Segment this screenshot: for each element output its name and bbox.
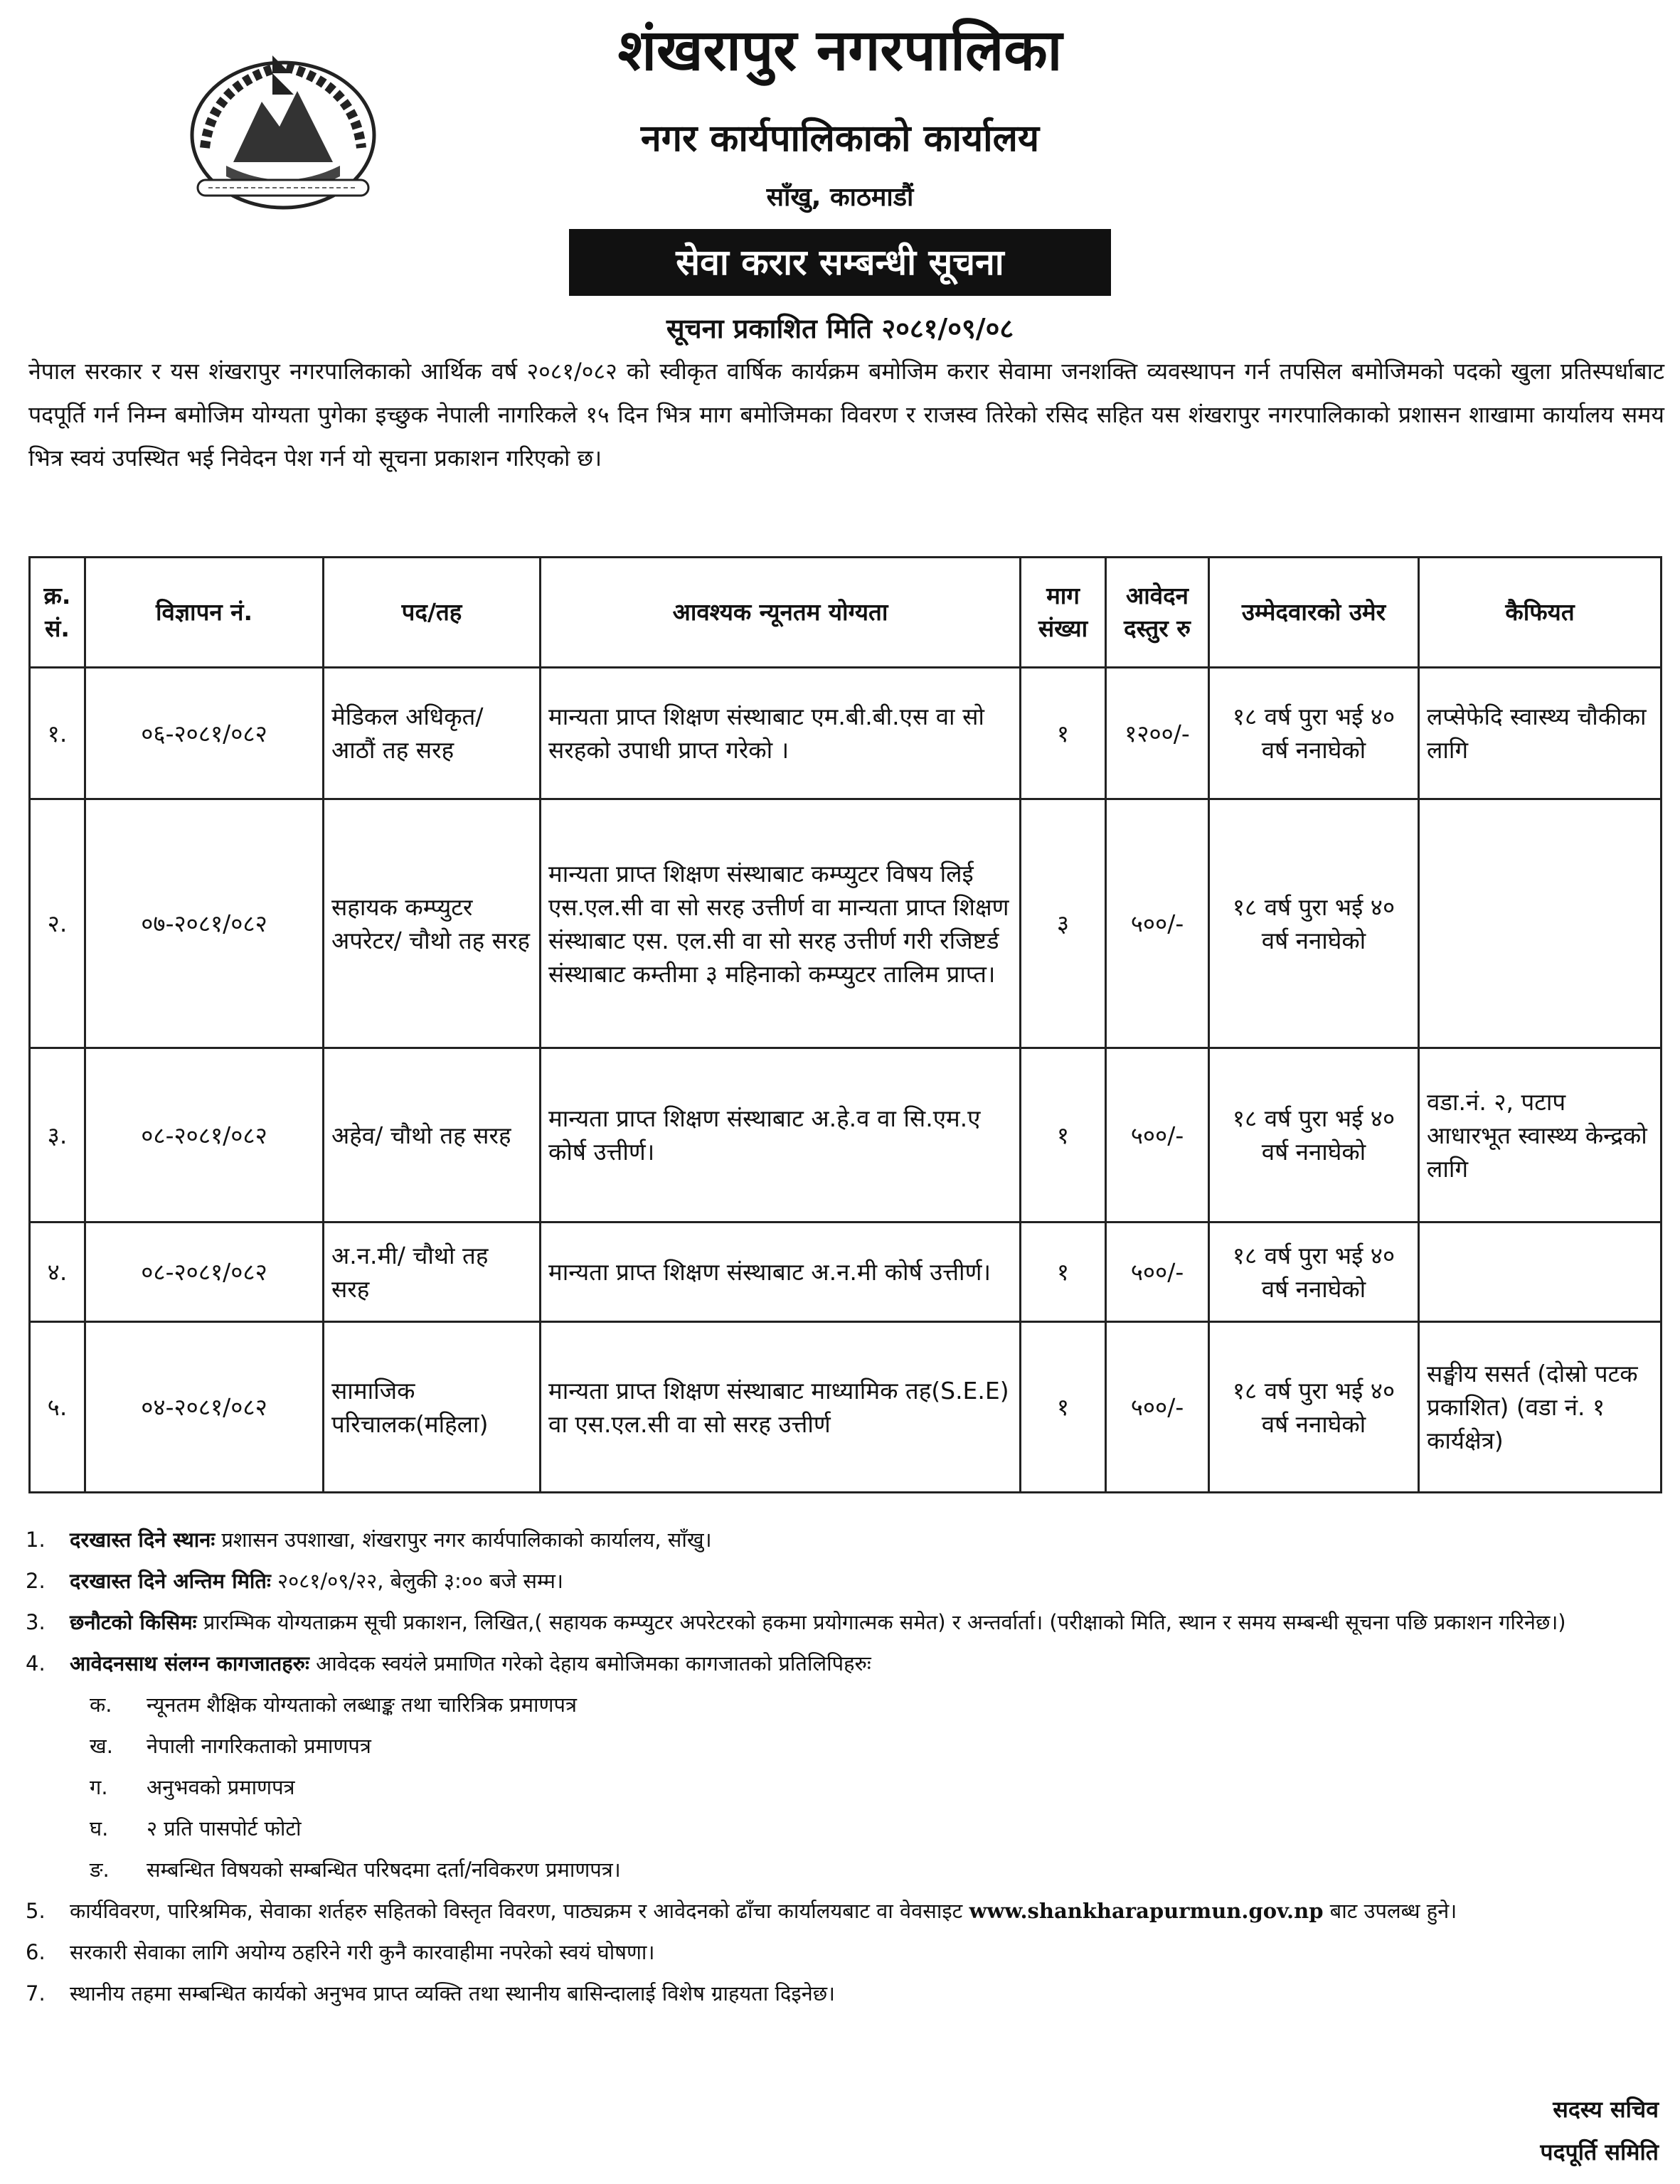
- vacancy-table: [28, 556, 1662, 1493]
- cell-ad-no: ०७-२०८१/०८२: [85, 799, 324, 1048]
- cell-sn: ५.: [30, 1322, 85, 1493]
- signatory-title: सदस्य सचिव: [1553, 2096, 1659, 2123]
- cell-remarks: लप्सेफेदि स्वास्थ्य चौकीका लागि: [1419, 668, 1662, 799]
- table-row: [30, 1322, 1662, 1493]
- note-label: दरखास्त दिने स्थानः: [70, 1528, 216, 1552]
- cell-post: अहेव/ चौथो तह सरह: [324, 1048, 541, 1222]
- list-item: [26, 1932, 1662, 1973]
- cell-post: मेडिकल अधिकृत/ आठौं तह सरह: [324, 668, 541, 799]
- document-text: २ प्रति पासपोर्ट फोटो: [147, 1816, 302, 1841]
- cell-remarks: वडा.नं. २, पटाप आधारभूत स्वास्थ्य केन्द्रको लागि: [1419, 1048, 1662, 1222]
- cell-demand: १: [1021, 668, 1106, 799]
- note-text: कार्यविवरण, पारिश्रमिक, सेवाका शर्तहरु सहितको विस्तृत विवरण, पाठ्यक्रम र आवेदनको ढाँचा कार्यालयबाट वा वेवसाइट: [70, 1899, 969, 1923]
- document-item: [26, 1808, 1662, 1849]
- document-item: [26, 1684, 1662, 1725]
- document-number: ग.: [90, 1775, 108, 1799]
- document-text: नेपाली नागरिकताको प्रमाणपत्र: [147, 1734, 371, 1758]
- cell-demand: ३: [1021, 799, 1106, 1048]
- col-header-demand: माग संख्या: [1021, 558, 1106, 668]
- note-text: आवेदक स्वयंले प्रमाणित गरेको देहाय बमोजिमका कागजातको प्रतिलिपिहरुः: [309, 1651, 871, 1676]
- cell-age: १८ वर्ष पुरा भई ४० वर्ष ननाघेको: [1209, 1322, 1419, 1493]
- cell-ad-no: ०८-२०८१/०८२: [85, 1222, 324, 1322]
- list-item: [26, 1560, 1662, 1602]
- cell-fee: ५००/-: [1106, 1322, 1209, 1493]
- table-row: [30, 1222, 1662, 1322]
- cell-remarks: [1419, 799, 1662, 1048]
- table-header-row: [30, 558, 1662, 668]
- cell-post: सहायक कम्प्युटर अपरेटर/ चौथो तह सरह: [324, 799, 541, 1048]
- document-item: [26, 1725, 1662, 1767]
- col-header-post: पद/तह: [324, 558, 541, 668]
- note-label: छनौटको किसिमः: [70, 1610, 197, 1634]
- note-number: 7.: [26, 1981, 46, 2005]
- cell-age: १८ वर्ष पुरा भई ४० वर्ष ननाघेको: [1209, 668, 1419, 799]
- municipality-name: शंखरापुर नगरपालिका: [617, 16, 1063, 83]
- signature-block: [1540, 2088, 1659, 2173]
- note-label: आवेदनसाथ संलग्न कागजातहरुः: [70, 1651, 309, 1676]
- cell-ad-no: ०४-२०८१/०८२: [85, 1322, 324, 1493]
- cell-qualification: मान्यता प्राप्त शिक्षण संस्थाबाट कम्प्युटर विषय लिई एस.एल.सी वा सो सरह उत्तीर्ण वा मान्यता प्राप्त शिक्षण संस्थाबाट एस. एल.सी वा सो सरह उत्तीर्ण गरी रजिष्टर्ड संस्थाबाट कम्तीमा ३ महिनाको कम्प्युटर तालिम प्राप्त।: [541, 799, 1021, 1048]
- cell-fee: १२००/-: [1106, 668, 1209, 799]
- list-item: [26, 1519, 1662, 1560]
- note-number: 6.: [26, 1940, 46, 1964]
- col-header-age: उम्मेदवारको उमेर: [1209, 558, 1419, 668]
- note-number: 1.: [26, 1528, 46, 1552]
- note-text: प्रशासन उपशाखा, शंखरापुर नगर कार्यपालिकाको कार्यालय, साँखु।: [215, 1528, 712, 1552]
- note-number: 5.: [26, 1899, 46, 1923]
- note-text: स्थानीय तहमा सम्बन्धित कार्यको अनुभव प्राप्त व्यक्ति तथा स्थानीय बासिन्दालाई विशेष ग्राहयता दिइनेछ।: [70, 1981, 836, 2005]
- table-row: [30, 799, 1662, 1048]
- office-name: नगर कार्यपालिकाको कार्यालय: [640, 117, 1040, 160]
- list-item: [26, 1602, 1662, 1643]
- table-row: [30, 1048, 1662, 1222]
- document-number: ख.: [90, 1734, 113, 1758]
- document-text: न्यूनतम शैक्षिक योग्यताको लब्धाङ्क तथा चारित्रिक प्रमाणपत्र: [147, 1693, 578, 1717]
- office-location: साँखु, काठमाडौं: [766, 183, 914, 212]
- cell-qualification: मान्यता प्राप्त शिक्षण संस्थाबाट अ.हे.व वा सि.एम.ए कोर्ष उत्तीर्ण।: [541, 1048, 1021, 1222]
- note-text: प्रारम्भिक योग्यताक्रम सूची प्रकाशन, लिखित,( सहायक कम्प्युटर अपरेटरको हकमा प्रयोगात्मक समेत) र अन्तर्वार्ता। (परीक्षाको मिति, स्थान र समय सम्बन्धी सूचना पछि प्रकाशन गरिनेछ।): [196, 1610, 1566, 1634]
- cell-sn: २.: [30, 799, 85, 1048]
- note-label: दरखास्त दिने अन्तिम मितिः: [70, 1569, 271, 1593]
- cell-age: १८ वर्ष पुरा भई ४० वर्ष ननाघेको: [1209, 1048, 1419, 1222]
- cell-demand: १: [1021, 1048, 1106, 1222]
- cell-demand: १: [1021, 1222, 1106, 1322]
- list-item: [26, 1973, 1662, 2014]
- document-item: [26, 1849, 1662, 1890]
- cell-post: अ.न.मी/ चौथो तह सरह: [324, 1222, 541, 1322]
- notice-header: [0, 0, 1680, 344]
- intro-paragraph: नेपाल सरकार र यस शंखरापुर नगरपालिकाको आर्थिक वर्ष २०८१/०८२ को स्वीकृत वार्षिक कार्यक्रम बमोजिम करार सेवामा जनशक्ति व्यवस्थापन गर्न तपसिल बमोजिमको पदको खुला प्रतिस्पर्धाबाट पदपूर्ति गर्न निम्न बमोजिम योग्यता पुगेका इच्छुक नेपाली नागरिकले १५ दिन भित्र माग बमोजिमका विवरण र राजस्व तिरेको रसिद सहित यस शंखरापुर नगरपालिकाको प्रशासन शाखामा कार्यालय समय भित्र स्वयं उपस्थित भई निवेदन पेश गर्न यो सूचना प्रकाशन गरिएको छ।: [28, 358, 1664, 472]
- document-text: सम्बन्धित विषयको सम्बन्धित परिषदमा दर्ता/नविकरण प्रमाणपत्र।: [147, 1858, 621, 1882]
- table-row: [30, 668, 1662, 799]
- note-text: सरकारी सेवाका लागि अयोग्य ठहरिने गरी कुनै कारवाहीमा नपरेको स्वयं घोषणा।: [70, 1940, 655, 1964]
- col-header-remarks: कैफियत: [1419, 558, 1662, 668]
- cell-ad-no: ०८-२०८१/०८२: [85, 1048, 324, 1222]
- list-item: [26, 1643, 1662, 1684]
- cell-fee: ५००/-: [1106, 799, 1209, 1048]
- cell-qualification: मान्यता प्राप्त शिक्षण संस्थाबाट माध्यामिक तह(S.E.E) वा एस.एल.सी वा सो सरह उत्तीर्ण: [541, 1322, 1021, 1493]
- cell-age: १८ वर्ष पुरा भई ४० वर्ष ननाघेको: [1209, 1222, 1419, 1322]
- cell-sn: १.: [30, 668, 85, 799]
- cell-fee: ५००/-: [1106, 1048, 1209, 1222]
- cell-demand: १: [1021, 1322, 1106, 1493]
- cell-qualification: मान्यता प्राप्त शिक्षण संस्थाबाट अ.न.मी कोर्ष उत्तीर्ण।: [541, 1222, 1021, 1322]
- publish-date: सूचना प्रकाशित मिति २०८१/०९/०८: [666, 313, 1014, 344]
- document-number: क.: [90, 1693, 112, 1717]
- signatory-committee: पदपूर्ति समिति: [1540, 2138, 1659, 2166]
- document-text: अनुभवको प्रमाणपत्र: [147, 1775, 295, 1799]
- cell-post: सामाजिक परिचालक(महिला): [324, 1322, 541, 1493]
- cell-sn: ३.: [30, 1048, 85, 1222]
- cell-qualification: मान्यता प्राप्त शिक्षण संस्थाबाट एम.बी.बी.एस वा सो सरहको उपाधी प्राप्त गरेको ।: [541, 668, 1021, 799]
- cell-age: १८ वर्ष पुरा भई ४० वर्ष ननाघेको: [1209, 799, 1419, 1048]
- col-header-fee: आवेदन दस्तुर रु: [1106, 558, 1209, 668]
- note-text: २०८१/०९/२२, बेलुकी ३:०० बजे सम्म।: [270, 1569, 564, 1593]
- document-number: घ.: [90, 1816, 109, 1841]
- website-link[interactable]: www.shankharapurmun.gov.np: [969, 1899, 1324, 1923]
- note-number: 4.: [26, 1651, 46, 1676]
- cell-remarks: सङ्घीय ससर्त (दोस्रो पटक प्रकाशित) (वडा नं. १ कार्यक्षेत्र): [1419, 1322, 1662, 1493]
- list-item: [26, 1890, 1662, 1932]
- cell-sn: ४.: [30, 1222, 85, 1322]
- notice-title-banner: सेवा करार सम्बन्धी सूचना: [569, 229, 1111, 296]
- col-header-qualification: आवश्यक न्यूनतम योग्यता: [541, 558, 1021, 668]
- cell-remarks: [1419, 1222, 1662, 1322]
- cell-fee: ५००/-: [1106, 1222, 1209, 1322]
- note-text: बाट उपलब्ध हुने।: [1323, 1899, 1457, 1923]
- note-number: 2.: [26, 1569, 46, 1593]
- cell-ad-no: ०६-२०८१/०८२: [85, 668, 324, 799]
- col-header-sn: क्र. सं.: [30, 558, 85, 668]
- note-number: 3.: [26, 1610, 46, 1634]
- document-number: ङ.: [90, 1858, 110, 1882]
- document-item: [26, 1767, 1662, 1808]
- col-header-ad-no: विज्ञापन नं.: [85, 558, 324, 668]
- notes-list: [26, 1519, 1662, 2014]
